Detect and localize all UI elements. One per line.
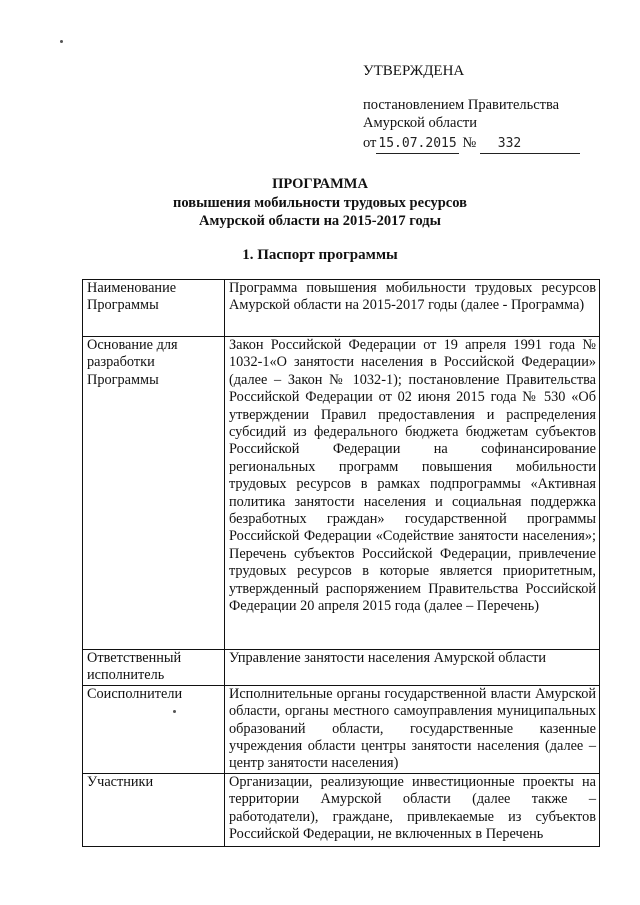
approval-line-2: Амурской области (363, 115, 477, 131)
row-value: Закон Российской Федерации от 19 апреля 1991 года № 1032-1«О занятости населения в Российской Федерации» (далее – Закон № 1032-1); постановление Правительства Российской Федерации от 02 июня 2015 года № 530 «Об утверждении Правил предоставления и распределения субсидий из федерального бюджета бюджетам субъектов Российской Федерации на софинансирование региональных программ повышения мобильности трудовых ресурсов в рамках подпрограммы «Активная политика занятости населения и социальная поддержка безработных граждан» государственной программы Российской Федерации «Содействие занятости населения»; Перечень субъектов Российской Федерации, привлечение трудовых ресурсов в которые является приоритетным, утвержденный распоряжением Правительства Российской Федерации 20 апреля 2015 года (далее – Перечень) (225, 337, 600, 650)
row-value: Управление занятости населения Амурской области (225, 650, 600, 686)
table-row (83, 685, 600, 773)
row-key: Основание для разработки Программы (83, 337, 225, 650)
table-row (83, 280, 600, 337)
row-value: Программа повышения мобильности трудовых ресурсов Амурской области на 2015-2017 годы (далее - Программа) (225, 280, 600, 337)
approval-number: 332 (480, 135, 580, 154)
row-key: Соисполнители (83, 685, 225, 773)
row-key: Наименование Программы (83, 280, 225, 337)
passport-table (82, 279, 600, 847)
program-subtitle-2: Амурской области на 2015-2017 годы (199, 213, 441, 229)
scan-speck (60, 40, 63, 43)
approval-line-1: постановлением Правительства (363, 97, 560, 113)
section-heading: 1. Паспорт программы (242, 247, 398, 263)
number-label: № (462, 135, 477, 151)
approval-date-line (363, 134, 613, 154)
table-row (83, 337, 600, 650)
table-row (83, 650, 600, 686)
approval-block (363, 62, 613, 154)
scan-speck (173, 710, 176, 713)
table-row (83, 773, 600, 846)
date-prefix: от (363, 135, 377, 151)
program-title: ПРОГРАММА (272, 176, 368, 192)
program-subtitle-1: повышения мобильности трудовых ресурсов (173, 195, 467, 211)
row-key: Участники (83, 773, 225, 846)
row-value: Исполнительные органы государственной власти Амурской области, органы местного самоуправления муниципальных образований области, государственные казенные учреждения области центры занятости населения (далее – центр занятости населения) (225, 685, 600, 773)
approval-date: 15.07.2015 (376, 135, 458, 154)
row-key: Ответственный исполнитель (83, 650, 225, 686)
approval-heading: УТВЕРЖДЕНА (363, 63, 465, 79)
row-value: Организации, реализующие инвестиционные проекты на территории Амурской области (далее также – работодатели), граждане, привлекаемые из субъектов Российской Федерации, не включенных в Перечень (225, 773, 600, 846)
